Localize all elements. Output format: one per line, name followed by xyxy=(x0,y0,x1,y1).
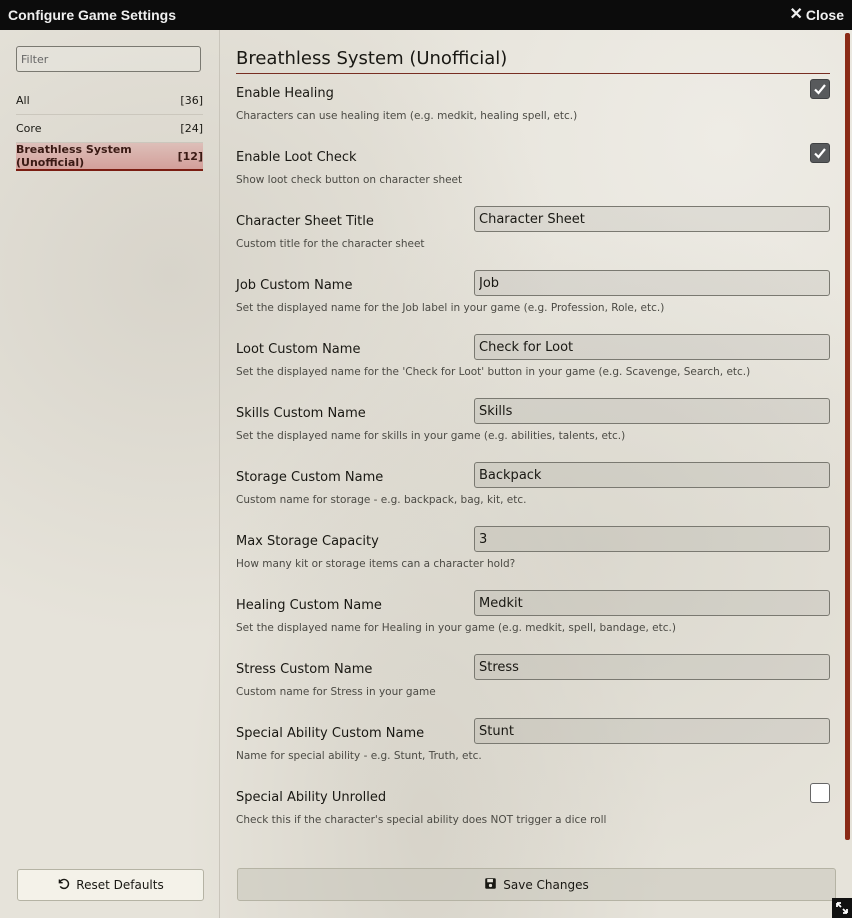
sidebar-item-breathless-system[interactable] xyxy=(16,143,203,171)
setting-label: Special Ability Unrolled xyxy=(236,790,387,805)
setting-label: Storage Custom Name xyxy=(236,470,384,485)
enable-healing-checkbox[interactable] xyxy=(810,79,830,99)
setting-hint: Show loot check button on character sheet xyxy=(236,174,463,186)
setting-hint: Set the displayed name for skills in your game (e.g. abilities, talents, etc.) xyxy=(236,430,626,442)
sidebar-item-core[interactable] xyxy=(16,115,203,143)
skills-custom-name-input[interactable] xyxy=(474,398,830,424)
setting-label: Special Ability Custom Name xyxy=(236,726,425,741)
special-ability-unrolled-checkbox[interactable] xyxy=(810,783,830,803)
setting-label: Enable Healing xyxy=(236,86,334,101)
setting-label: Max Storage Capacity xyxy=(236,534,379,549)
setting-character-sheet-title xyxy=(236,214,830,274)
setting-label: Character Sheet Title xyxy=(236,214,374,229)
setting-stress-custom-name xyxy=(236,662,830,722)
scrollbar[interactable] xyxy=(845,33,850,840)
storage-custom-name-input[interactable] xyxy=(474,462,830,488)
setting-hint: Custom name for storage - e.g. backpack, bag, kit, etc. xyxy=(236,494,527,506)
sidebar-item-label: Breathless System (Unofficial) xyxy=(16,143,132,169)
section-title: Breathless System (Unofficial) xyxy=(236,46,830,74)
sidebar-item-count: [24] xyxy=(180,122,203,135)
save-changes-label: Save Changes xyxy=(503,877,589,892)
loot-custom-name-input[interactable] xyxy=(474,334,830,360)
window-title: Configure Game Settings xyxy=(8,7,177,23)
settings-sidebar xyxy=(0,30,220,918)
setting-label: Enable Loot Check xyxy=(236,150,357,165)
sidebar-item-all[interactable] xyxy=(16,87,203,115)
job-custom-name-input[interactable] xyxy=(474,270,830,296)
sidebar-item-label: Core xyxy=(16,122,42,135)
setting-hint: Check this if the character's special ability does NOT trigger a dice roll xyxy=(236,814,607,826)
sidebar-item-count: [12] xyxy=(177,149,203,163)
setting-label: Loot Custom Name xyxy=(236,342,361,357)
close-label: Close xyxy=(805,7,844,23)
checkmark-icon xyxy=(813,146,827,160)
healing-custom-name-input[interactable] xyxy=(474,590,830,616)
setting-special-ability-custom-name xyxy=(236,726,830,786)
sidebar-item-count: [36] xyxy=(180,94,203,107)
setting-label: Stress Custom Name xyxy=(236,662,373,677)
setting-special-ability-unrolled xyxy=(236,790,830,850)
setting-label: Job Custom Name xyxy=(236,278,353,293)
special-ability-custom-name-input[interactable] xyxy=(474,718,830,744)
undo-icon xyxy=(57,877,70,893)
resize-handle[interactable] xyxy=(832,898,852,918)
setting-storage-custom-name xyxy=(236,470,830,530)
checkmark-icon xyxy=(813,82,827,96)
settings-panel xyxy=(236,30,830,918)
enable-loot-check-checkbox[interactable] xyxy=(810,143,830,163)
save-icon xyxy=(484,877,497,893)
setting-skills-custom-name xyxy=(236,406,830,466)
setting-hint: Set the displayed name for the Job label in your game (e.g. Profession, Role, etc.) xyxy=(236,302,665,314)
character-sheet-title-input[interactable] xyxy=(474,206,830,232)
setting-label: Healing Custom Name xyxy=(236,598,382,613)
filter-input[interactable] xyxy=(16,46,201,72)
sidebar-item-label: All xyxy=(16,94,30,107)
stress-custom-name-input[interactable] xyxy=(474,654,830,680)
setting-enable-healing xyxy=(236,86,830,146)
setting-enable-loot-check xyxy=(236,150,830,210)
setting-hint: Characters can use healing item (e.g. medkit, healing spell, etc.) xyxy=(236,110,578,122)
setting-label: Skills Custom Name xyxy=(236,406,366,421)
setting-max-storage-capacity xyxy=(236,534,830,594)
setting-hint: Custom name for Stress in your game xyxy=(236,686,436,698)
reset-defaults-button[interactable] xyxy=(17,869,204,901)
save-changes-button[interactable] xyxy=(237,868,836,901)
setting-healing-custom-name xyxy=(236,598,830,658)
setting-job-custom-name xyxy=(236,278,830,338)
max-storage-capacity-input[interactable] xyxy=(474,526,830,552)
reset-defaults-label: Reset Defaults xyxy=(76,878,164,892)
close-icon: ✕ xyxy=(789,6,803,23)
setting-hint: Set the displayed name for Healing in your game (e.g. medkit, spell, bandage, etc.) xyxy=(236,622,676,634)
close-button[interactable] xyxy=(789,7,844,23)
setting-hint: Set the displayed name for the 'Check for Loot' button in your game (e.g. Scavenge, Search, etc.) xyxy=(236,366,751,378)
setting-hint: Name for special ability - e.g. Stunt, Truth, etc. xyxy=(236,750,482,762)
setting-hint: Custom title for the character sheet xyxy=(236,238,425,250)
window-titlebar[interactable] xyxy=(0,0,852,30)
setting-loot-custom-name xyxy=(236,342,830,402)
resize-icon xyxy=(835,901,849,915)
setting-hint: How many kit or storage items can a character hold? xyxy=(236,558,516,570)
